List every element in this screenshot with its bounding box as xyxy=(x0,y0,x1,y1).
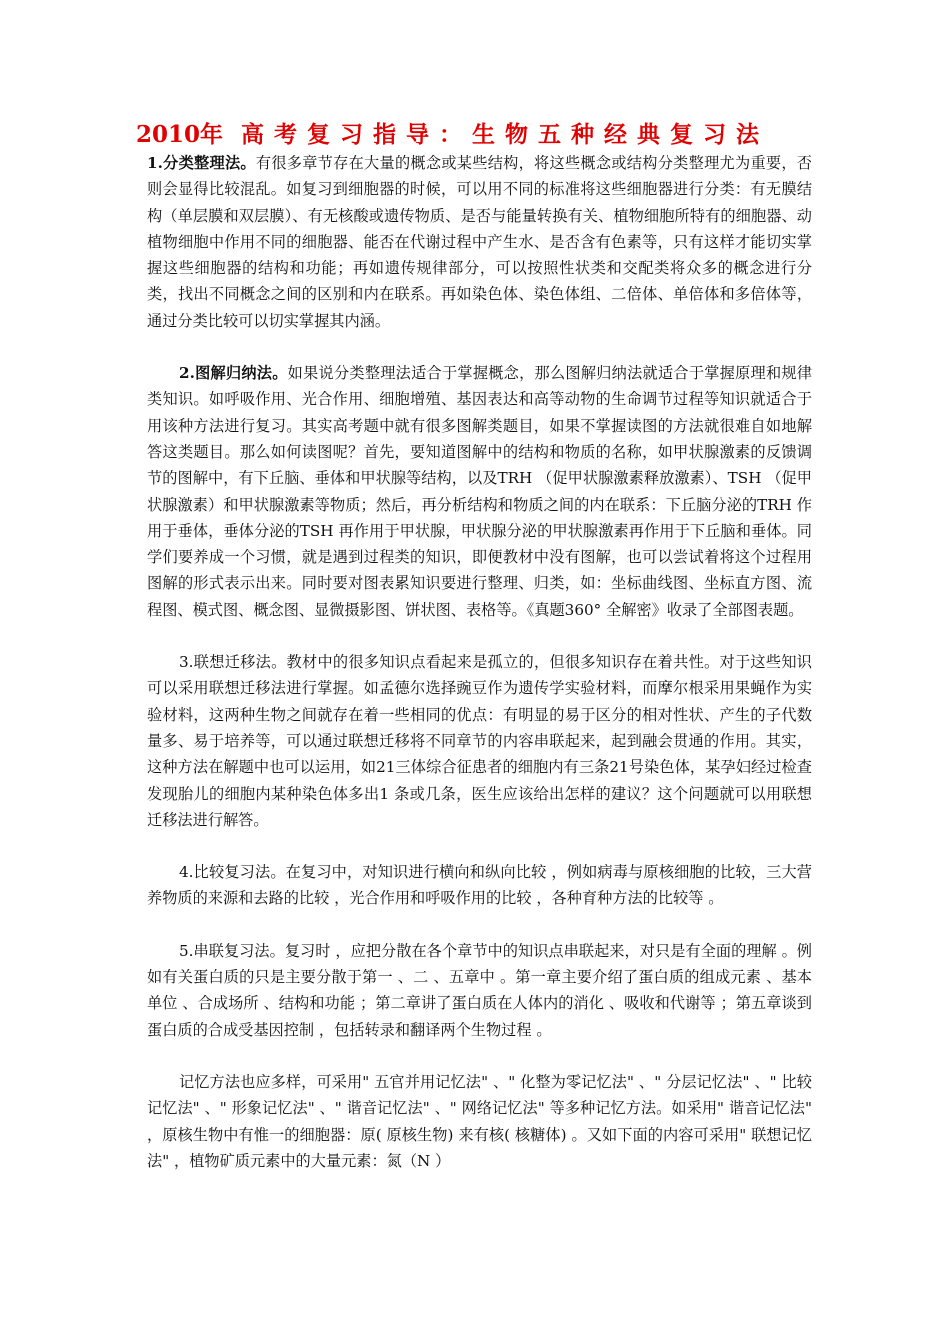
paragraph-lead: 2.图解归纳法。 xyxy=(179,364,288,383)
paragraph-text: 5.串联复习法。复习时 ，应把分散在各个章节中的知识点串联起来，对只是有全面的理解 。例如有关蛋白质的只是主要分散于第一 、二 、五章中 。第一章主要介绍了蛋白质的组成元素 、基本单位 、合成场所 、结构和功能 ；第二章讲了蛋白质在人体内的消化 、吸收和代谢等 ；第五章谈到蛋白质的合成受基因控制 ，包括转录和翻译两个生物过程 。 xyxy=(147,941,812,1039)
document-body xyxy=(147,150,812,1174)
title-text: 高考复习指导：生物五种经典复习法 xyxy=(241,121,770,148)
paragraph-memory xyxy=(147,1069,812,1174)
paragraph-text: 记忆方法也应多样，可采用" 五官并用记忆法" 、" 化整为零记忆法" 、" 分层记忆法" 、" 比较记忆法" 、" 形象记忆法" 、" 谐音记忆法" 、" 网络记忆法" 等多种记忆方法。如采用" 谐音记忆法" ，原核生物中有惟一的细胞器：原( 原核生物) 来有核( 核糖体) 。又如下面的内容可采用" 联想记忆法" ，植物矿质元素中的大量元素：氮（N ） xyxy=(147,1072,812,1170)
paragraph-diagram xyxy=(147,360,812,623)
title-year: 2010年 xyxy=(136,121,224,148)
paragraph-comparison xyxy=(147,859,812,912)
paragraph-text: 如果说分类整理法适合于掌握概念，那么图解归纳法就适合于掌握原理和规律类知识。如呼吸作用、光合作用、细胞增殖、基因表达和高等动物的生命调节过程等知识就适合于用该种方法进行复习。其实高考题中就有很多图解类题目，如果不掌握读图的方法就很难自如地解答这类题目。那么如何读图呢？首先，要知道图解中的结构和物质的名称，如甲状腺激素的反馈调节的图解中，有下丘脑、垂体和甲状腺等结构，以及TRH （促甲状腺激素释放激素）、TSH （促甲状腺激素）和甲状腺激素等物质；然后，再分析结构和物质之间的内在联系：下丘脑分泌的TRH 作用于垂体，垂体分泌的TSH 再作用于甲状腺，甲状腺分泌的甲状腺激素再作用于下丘脑和垂体。同学们要养成一个习惯，就是遇到过程类的知识，即便教材中没有图解，也可以尝试着将这个过程用图解的形式表示出来。同时要对图表累知识要进行整理、归类，如：坐标曲线图、坐标直方图、流程图、模式图、概念图、显微摄影图、饼状图、表格等。《真题360° 全解密》收录了全部图表题。 xyxy=(147,364,813,619)
paragraph-association xyxy=(147,649,812,833)
paragraph-classification xyxy=(147,150,812,334)
paragraph-text: 有很多章节存在大量的概念或某些结构，将这些概念或结构分类整理尤为重要，否则会显得比较混乱。如复习到细胞器的时候，可以用不同的标准将这些细胞器进行分类：有无膜结构（单层膜和双层膜）、有无核酸或遗传物质、是否与能量转换有关、植物细胞所特有的细胞器、动植物细胞中作用不同的细胞器、能否在代谢过程中产生水、是否含有色素等，只有这样才能切实掌握这些细胞器的结构和功能；再如遗传规律部分，可以按照性状类和交配类将众多的概念进行分类，找出不同概念之间的区别和内在联系。再如染色体、染色体组、二倍体、单倍体和多倍体等，通过分类比较可以切实掌握其内涵。 xyxy=(147,154,812,330)
paragraph-serial xyxy=(147,938,812,1043)
paragraph-text: 3.联想迁移法。教材中的很多知识点看起来是孤立的，但很多知识存在着共性。对于这些知识可以采用联想迁移法进行掌握。如孟德尔选择豌豆作为遗传学实验材料，而摩尔根采用果蝇作为实验材料，这两种生物之间就存在着一些相同的优点：有明显的易于区分的相对性状、产生的子代数量多、易于培养等，可以通过联想迁移将不同章节的内容串联起来，起到融会贯通的作用。其实，这种方法在解题中也可以运用，如21三体综合征患者的细胞内有三条21号染色体，某孕妇经过检查发现胎儿的细胞内某种染色体多出1 条或几条，医生应该给出怎样的建议？这个问题就可以用联想迁移法进行解答。 xyxy=(147,653,812,829)
paragraph-lead: 1.分类整理法。 xyxy=(147,154,256,172)
paragraph-text: 4.比较复习法。在复习中，对知识进行横向和纵向比较 ，例如病毒与原核细胞的比较，三大营养物质的来源和去路的比较 ，光合作用和呼吸作用的比较 ，各种育种方法的比较等 。 xyxy=(147,863,812,908)
document-title xyxy=(136,118,816,152)
